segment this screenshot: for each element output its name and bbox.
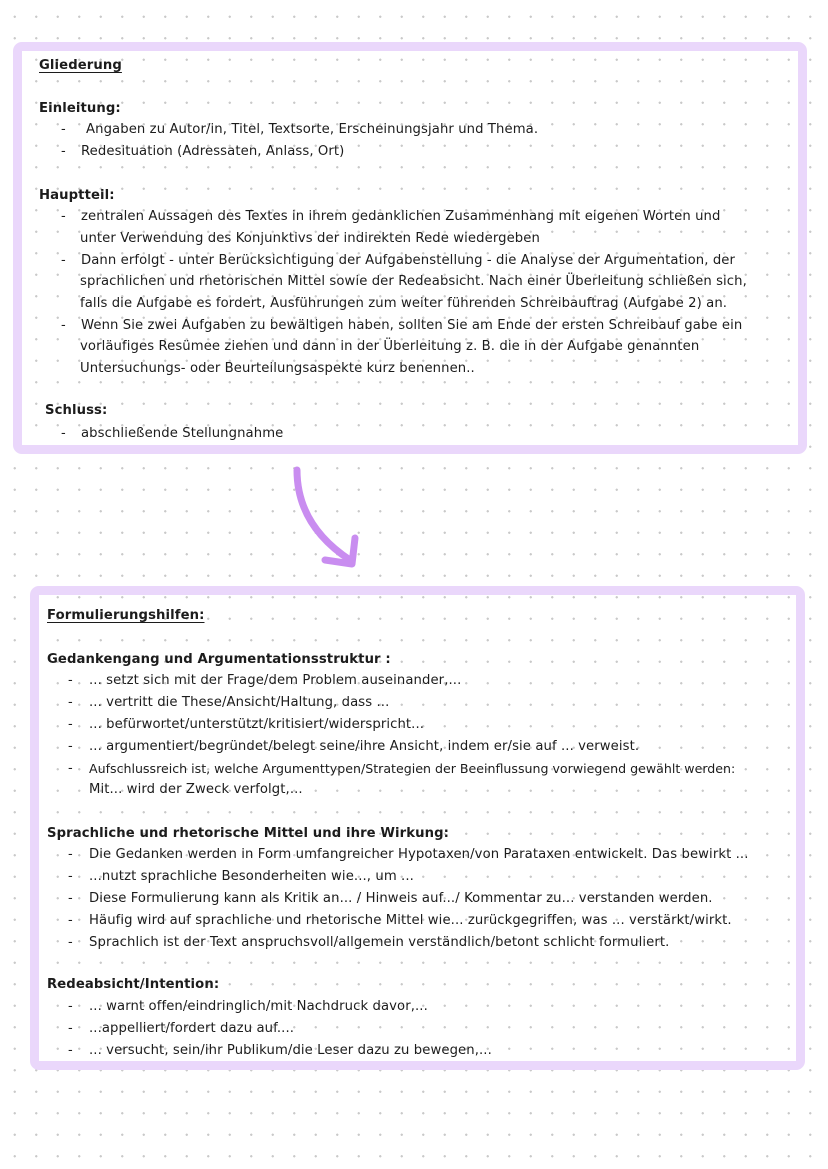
language-item-5: Sprachlich ist der Text anspruchsvoll/allgemein verständlich/betont schlicht formuliert. bbox=[89, 935, 670, 950]
conclusion-item-1: abschließende Stellungnahme bbox=[81, 426, 284, 441]
bullet-dash: - bbox=[68, 717, 73, 732]
intro-item-1: Angaben zu Autor/in, Titel, Textsorte, Erscheinungsjahr und Thema. bbox=[86, 122, 539, 137]
bullet-dash: - bbox=[68, 673, 73, 688]
main-item-3-line-1: Wenn Sie zwei Aufgaben zu bewältigen haben, sollten Sie am Ende der ersten Schreibauf gabe ein bbox=[81, 318, 743, 333]
bullet-dash: - bbox=[68, 739, 73, 754]
bullet-dash: - bbox=[61, 318, 66, 333]
bullet-dash: - bbox=[68, 847, 73, 862]
language-item-1: Die Gedanken werden in Form umfangreicher Hypotaxen/von Parataxen entwickelt. Das bewirkt ... bbox=[89, 847, 749, 862]
intention-heading: Redeabsicht/Intention: bbox=[47, 977, 220, 992]
down-arrow-icon bbox=[285, 462, 375, 584]
bullet-dash: - bbox=[68, 1043, 73, 1058]
conclusion-heading: Schluss: bbox=[45, 403, 108, 418]
bullet-dash: - bbox=[68, 869, 73, 884]
train-item-5-line-2: Mit... wird der Zweck verfolgt,... bbox=[89, 782, 303, 797]
outline-box bbox=[13, 42, 807, 454]
bullet-dash: - bbox=[68, 695, 73, 710]
language-heading: Sprachliche und rhetorische Mittel und ihre Wirkung: bbox=[47, 826, 450, 841]
main-item-2-line-1: Dann erfolgt - unter Berücksichtigung der Aufgabenstellung - die Analyse der Argumentation, der bbox=[81, 253, 736, 268]
intro-item-2: Redesituation (Adressaten, Anlass, Ort) bbox=[81, 144, 345, 159]
main-item-2-line-2: sprachlichen und rhetorischen Mittel sowie der Redeabsicht. Nach einer Überleitung schließen sich, bbox=[80, 274, 747, 289]
train-item-1: ... setzt sich mit der Frage/dem Problem auseinander,... bbox=[89, 673, 462, 688]
main-item-1-line-1: zentralen Aussagen des Textes in ihrem gedanklichen Zusammenhang mit eigenen Worten und bbox=[81, 209, 721, 224]
train-of-thought-heading: Gedankengang und Argumentationsstruktur : bbox=[47, 652, 391, 667]
train-item-5-line-1: Aufschlussreich ist, welche Argumenttypen/Strategien der Beeinflussung vorwiegend gewählt werden: bbox=[89, 761, 736, 776]
language-item-4: Häufig wird auf sprachliche und rhetorische Mittel wie... zurückgegriffen, was ... verstärkt/wirkt. bbox=[89, 913, 732, 928]
main-item-3-line-3: Untersuchungs- oder Beurteilungsaspekte kurz benennen.. bbox=[80, 361, 475, 376]
main-item-2-line-3: falls die Aufgabe es fordert, Ausführungen zum weiter führenden Schreibauftrag (Aufgabe 2) an. bbox=[80, 296, 728, 311]
bullet-dash: - bbox=[68, 999, 73, 1014]
bullet-dash: - bbox=[68, 913, 73, 928]
bullet-dash: - bbox=[61, 122, 66, 137]
bullet-dash: - bbox=[61, 144, 66, 159]
train-item-2: ... vertritt die These/Ansicht/Haltung, dass ... bbox=[89, 695, 390, 710]
main-item-3-line-2: vorläufiges Resümee ziehen und dann in der Überleitung z. B. die in der Aufgabe genannten bbox=[80, 339, 700, 354]
intro-heading: Einleitung: bbox=[39, 101, 121, 116]
intention-item-1: ... warnt offen/eindringlich/mit Nachdruck davor,... bbox=[89, 999, 428, 1014]
train-item-3: ... befürwortet/unterstützt/kritisiert/widerspricht... bbox=[89, 717, 425, 732]
bullet-dash: - bbox=[68, 761, 73, 776]
phrases-title: Formulierungshilfen: bbox=[47, 608, 205, 623]
bullet-dash: - bbox=[68, 1021, 73, 1036]
bullet-dash: - bbox=[68, 891, 73, 906]
bullet-dash: - bbox=[61, 209, 66, 224]
train-item-4: ... argumentiert/begründet/belegt seine/ihre Ansicht, indem er/sie auf ... verweist. bbox=[89, 739, 640, 754]
intention-item-2: ...appelliert/fordert dazu auf.... bbox=[89, 1021, 295, 1036]
bullet-dash: - bbox=[68, 935, 73, 950]
intention-item-3: ... versucht, sein/ihr Publikum/die Leser dazu zu bewegen,... bbox=[89, 1043, 492, 1058]
bullet-dash: - bbox=[61, 426, 66, 441]
language-item-2: ...nutzt sprachliche Besonderheiten wie..., um ... bbox=[89, 869, 414, 884]
bullet-dash: - bbox=[61, 253, 66, 268]
outline-title: Gliederung bbox=[39, 58, 122, 73]
main-heading: Hauptteil: bbox=[39, 188, 115, 203]
language-item-3: Diese Formulierung kann als Kritik an... / Hinweis auf.../ Kommentar zu... verstanden werden. bbox=[89, 891, 713, 906]
main-item-1-line-2: unter Verwendung des Konjunktivs der indirekten Rede wiedergeben bbox=[80, 231, 540, 246]
